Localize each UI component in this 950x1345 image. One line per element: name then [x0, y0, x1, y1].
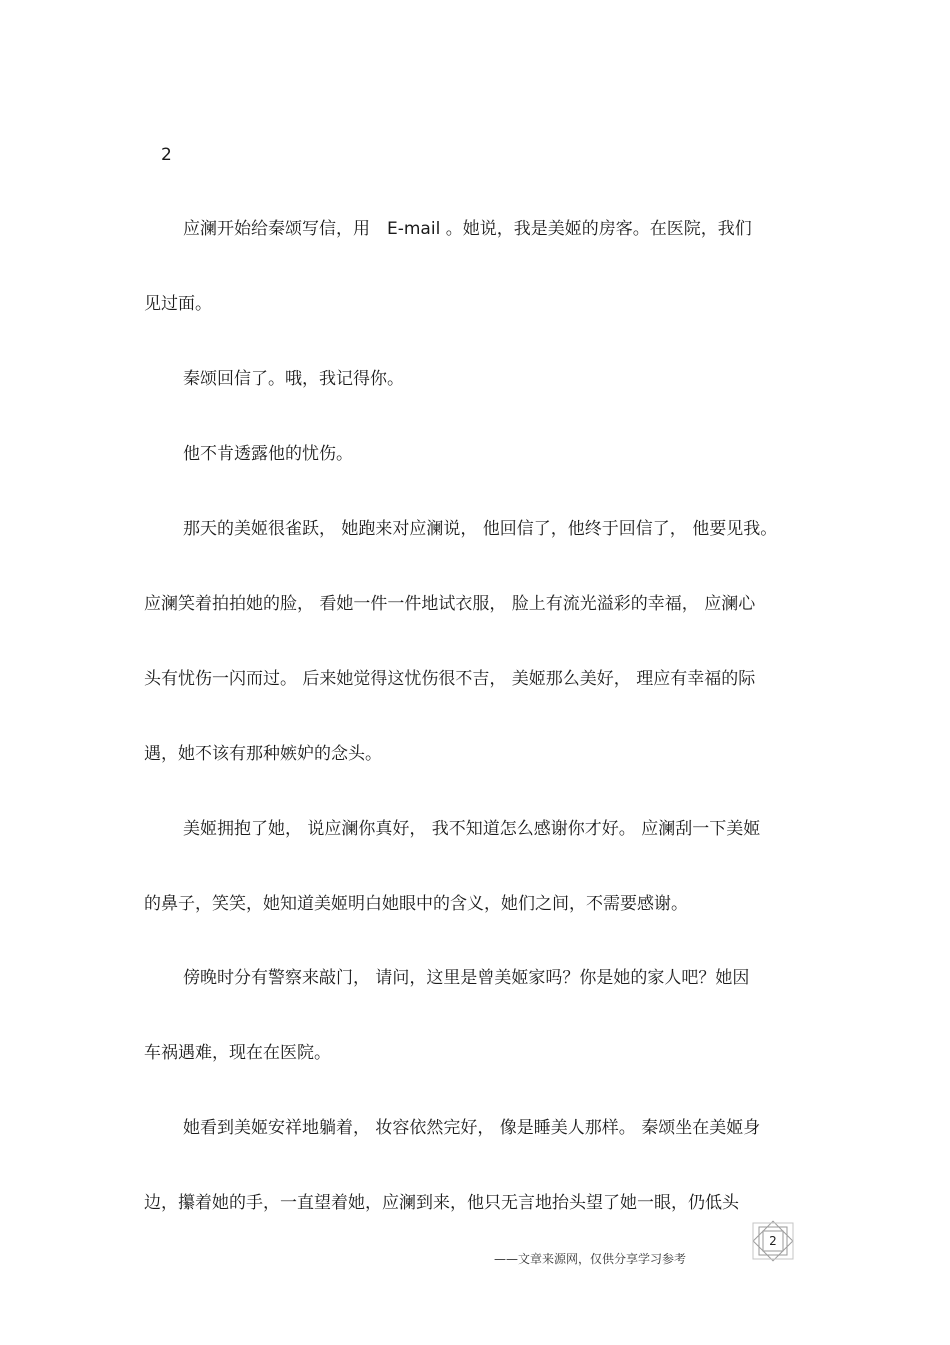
paragraph-line: 她看到美姬安祥地躺着， 妆容依然完好， 像是睡美人那样。 秦颂坐在美姬身 — [183, 1118, 761, 1138]
paragraph-line: 他不肯透露他的忧伤。 — [183, 444, 353, 464]
page-number-badge — [750, 1220, 796, 1262]
paragraph-line: 应澜开始给秦颂写信，用 E-mail 。她说，我是美姬的房客。在医院，我们 — [183, 219, 752, 239]
paragraph-line: 车祸遇难，现在在医院。 — [144, 1043, 331, 1063]
paragraph-line: 见过面。 — [144, 294, 212, 314]
paragraph-line: 应澜笑着拍拍她的脸， 看她一件一件地试衣服， 脸上有流光溢彩的幸福， 应澜心 — [144, 594, 756, 614]
paragraph-line: 秦颂回信了。哦，我记得你。 — [183, 369, 404, 389]
paragraph-line: 边，攥着她的手，一直望着她，应澜到来，他只无言地抬头望了她一眼，仍低头 — [144, 1193, 739, 1213]
paragraph-line: 的鼻子，笑笑，她知道美姬明白她眼中的含义，她们之间，不需要感谢。 — [144, 894, 688, 914]
page-number: 2 — [769, 1234, 777, 1248]
section-number: 2 — [161, 145, 172, 165]
footer-source-text: ——文章来源网，仅供分享学习参考 — [494, 1252, 687, 1266]
paragraph-line: 头有忧伤一闪而过。 后来她觉得这忧伤很不吉， 美姬那么美好， 理应有幸福的际 — [144, 669, 756, 689]
paragraph-line: 遇，她不该有那种嫉妒的念头。 — [144, 744, 382, 764]
paragraph-line: 那天的美姬很雀跃， 她跑来对应澜说， 他回信了，他终于回信了， 他要见我。 — [183, 519, 778, 539]
paragraph-line: 美姬拥抱了她， 说应澜你真好， 我不知道怎么感谢你才好。 应澜刮一下美姬 — [183, 819, 761, 839]
paragraph-line: 傍晚时分有警察来敲门， 请问，这里是曾美姬家吗？你是她的家人吧？她因 — [183, 968, 750, 988]
